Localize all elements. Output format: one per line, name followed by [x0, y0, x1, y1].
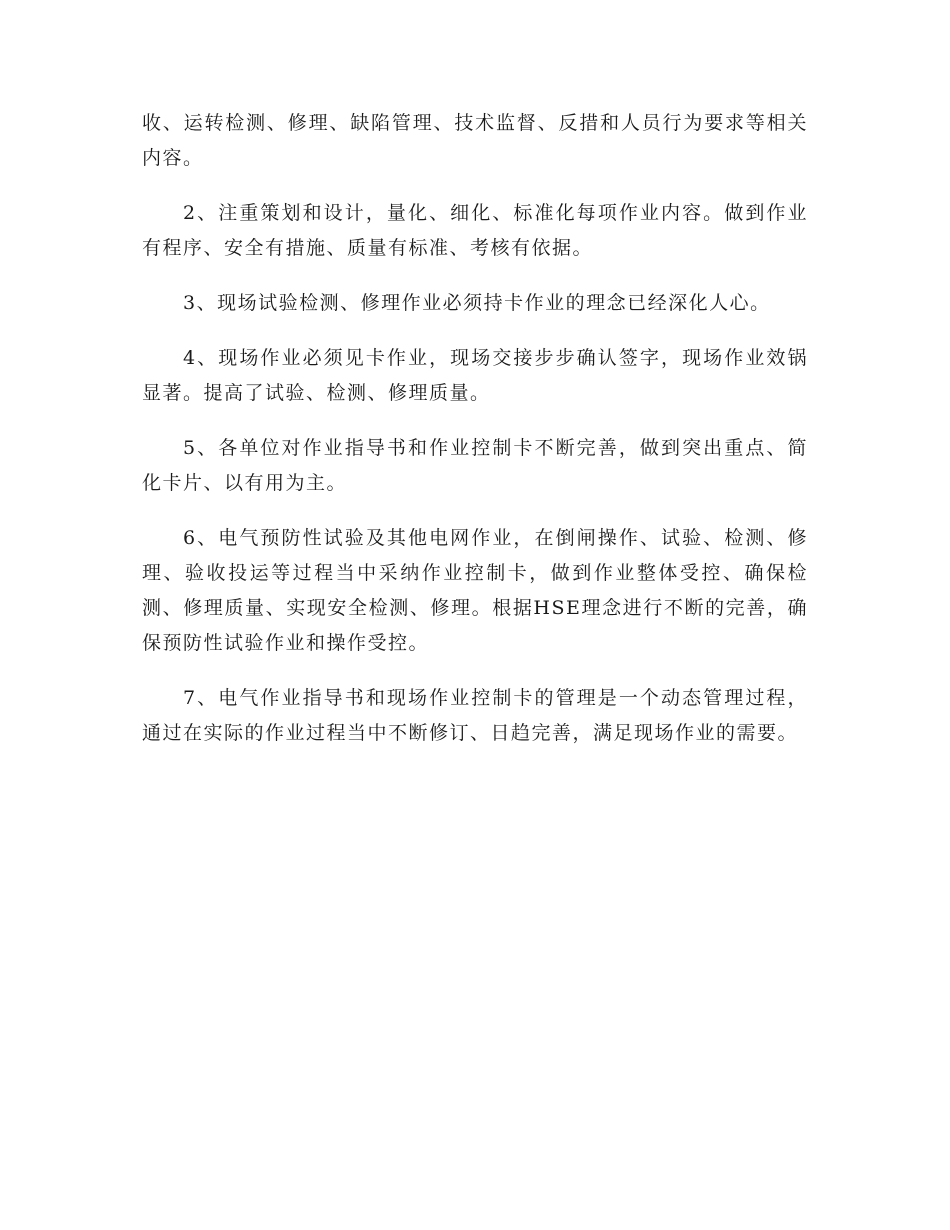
paragraph-item-2: 2、注重策划和设计，量化、细化、标准化每项作业内容。做到作业有程序、安全有措施、质量有标准、考核有依据。 [142, 202, 808, 259]
paragraph-continuation: 收、运转检测、修理、缺陷管理、技术监督、反措和人员行为要求等相关内容。 [142, 112, 808, 169]
document-page [142, 106, 808, 771]
paragraph-item-4: 4、现场作业必须见卡作业，现场交接步步确认签字，现场作业效锅显著。提高了试验、检测、修理质量。 [142, 347, 808, 404]
paragraph-item-6: 6、电气预防性试验及其他电网作业，在倒闸操作、试验、检测、修理、验收投运等过程当中采纳作业控制卡，做到作业整体受控、确保检测、修理质量、实现安全检测、修理。根据HSE理念进行不断的完善，确保预防性试验作业和操作受控。 [142, 527, 808, 654]
paragraph-item-5: 5、各单位对作业指导书和作业控制卡不断完善，做到突出重点、简化卡片、以有用为主。 [142, 437, 808, 494]
paragraph-item-7: 7、电气作业指导书和现场作业控制卡的管理是一个动态管理过程，通过在实际的作业过程当中不断修订、日趋完善，满足现场作业的需要。 [142, 687, 808, 744]
paragraph-item-3: 3、现场试验检测、修理作业必须持卡作业的理念已经深化人心。 [183, 292, 771, 314]
